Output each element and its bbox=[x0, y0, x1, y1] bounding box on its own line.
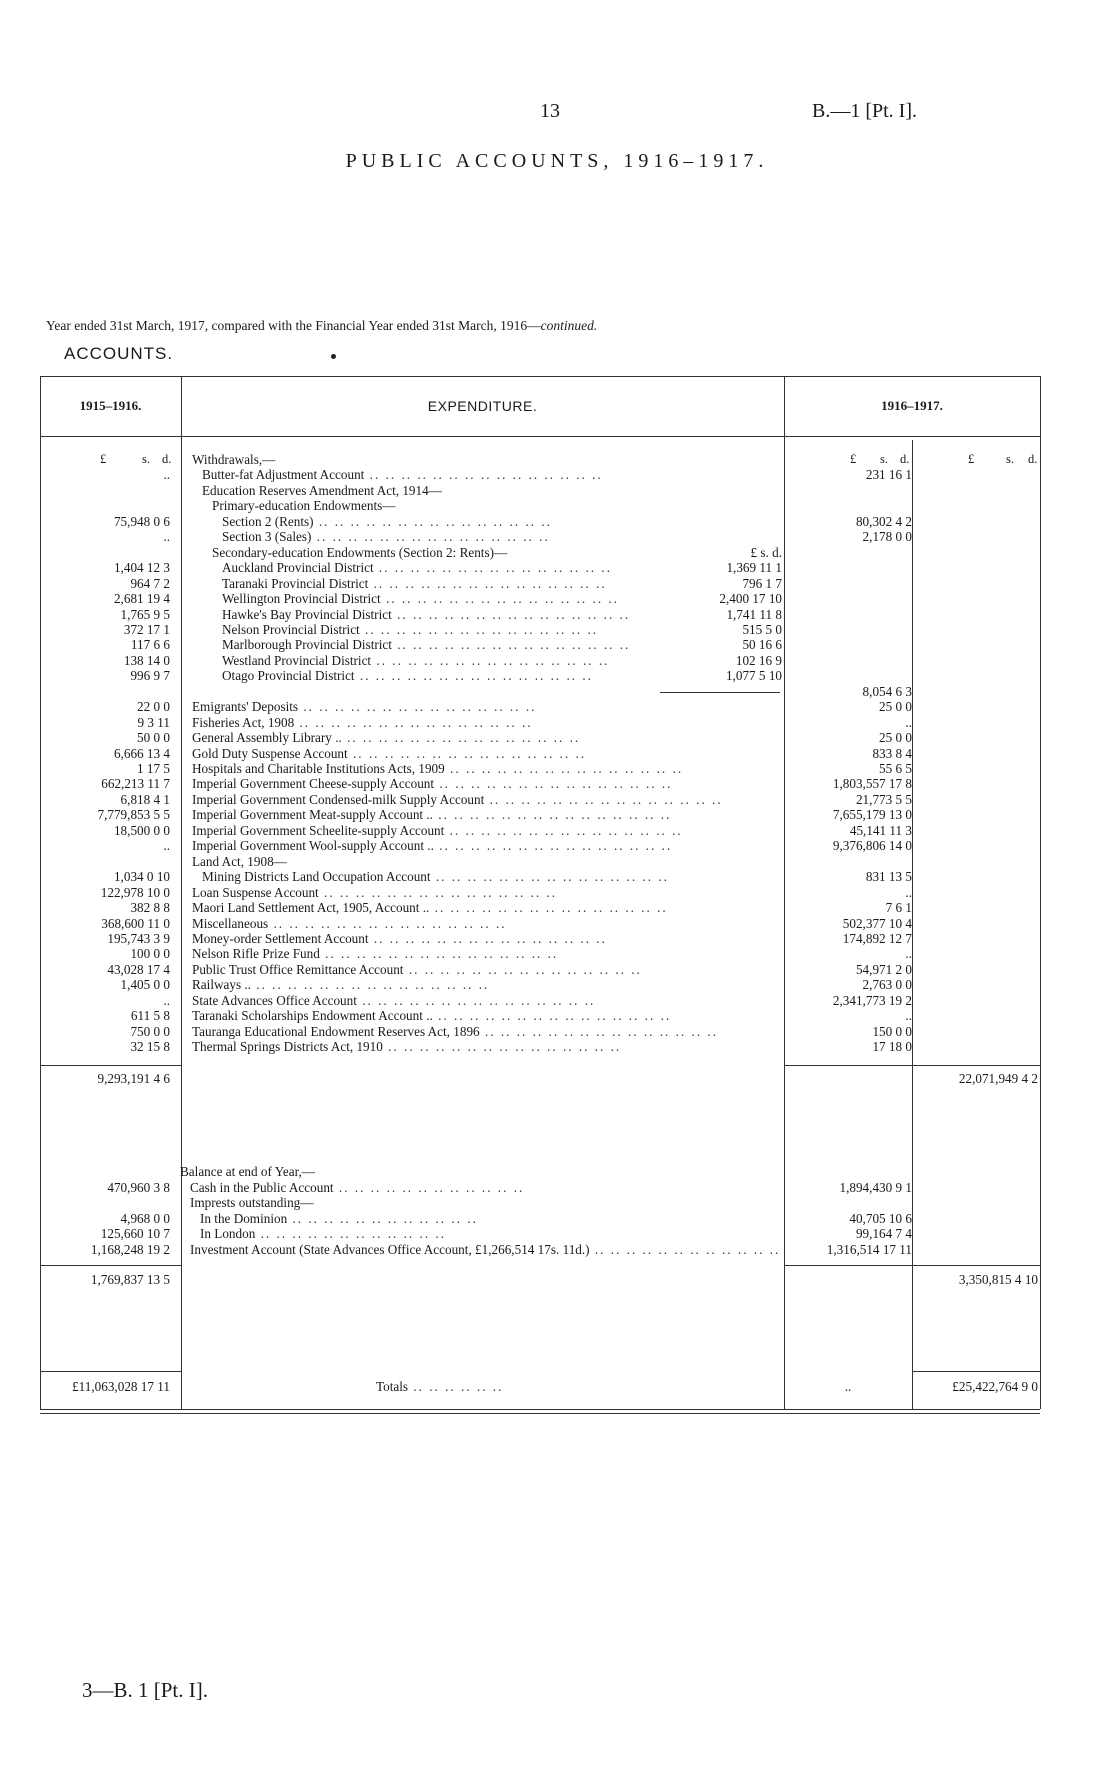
leader-dots: .. .. .. .. .. .. .. .. .. .. .. .. .. .. .. bbox=[444, 761, 684, 776]
leader-dots: .. .. .. .. .. .. .. .. .. .. .. .. .. .. .. bbox=[311, 529, 550, 545]
table-row bbox=[0, 684, 1114, 699]
table-row bbox=[0, 792, 1114, 807]
provincial-amount: 2,400 17 10 bbox=[719, 591, 782, 607]
provincial-amount: 796 1 7 bbox=[742, 575, 782, 591]
row-description-text: Public Trust Office Remittance Account bbox=[192, 961, 404, 977]
prev-year-amount: 122,978 10 0 bbox=[100, 884, 170, 900]
row-description-text: Secondary-education Endowments (Section 2: Rents)— bbox=[212, 544, 508, 560]
subtitle bbox=[46, 318, 597, 334]
table-row bbox=[0, 452, 1114, 467]
current-year-amount: 80,302 4 2 bbox=[855, 513, 912, 529]
prev-year-amount: 611 5 8 bbox=[130, 1008, 170, 1024]
prev-year-amount: 75,948 0 6 bbox=[113, 513, 170, 529]
row-description-text: Railways .. bbox=[192, 977, 251, 993]
leader-dots: .. .. .. .. .. .. .. .. .. .. .. .. .. .. .. bbox=[371, 652, 610, 668]
prev-year-amount: 662,213 11 7 bbox=[101, 776, 170, 792]
row-description bbox=[192, 1008, 672, 1024]
row-description-text: Nelson Rifle Prize Fund bbox=[192, 946, 320, 962]
row-description bbox=[192, 931, 660, 946]
leader-dots: .. .. .. .. .. .. .. .. .. .. .. .. .. .. .. bbox=[294, 714, 533, 730]
table-row bbox=[0, 761, 1114, 776]
unit-pence: d. bbox=[900, 452, 910, 466]
row-description-text: Cash in the Public Account bbox=[190, 1179, 334, 1195]
prev-year-amount: 43,028 17 4 bbox=[107, 961, 170, 977]
leader-dots: .. .. .. .. .. .. .. .. .. .. .. .. .. .. .. bbox=[364, 467, 603, 483]
provincial-amount: 1,741 11 8 bbox=[726, 606, 782, 622]
row-description-text: Miscellaneous bbox=[192, 915, 269, 931]
row-description-text: Loan Suspense Account bbox=[192, 884, 319, 900]
table-row bbox=[0, 746, 1114, 761]
stray-dot bbox=[331, 354, 336, 359]
row-description-text: Section 3 (Sales) bbox=[222, 529, 312, 545]
row-description-text: Imprests outstanding— bbox=[190, 1195, 314, 1210]
leader-dots: .. .. .. .. .. .. .. .. .. .. .. .. bbox=[333, 1179, 525, 1195]
row-description bbox=[192, 761, 684, 776]
row-description bbox=[192, 962, 660, 977]
row-description bbox=[192, 715, 660, 730]
current-year-amount: 7 6 1 bbox=[885, 900, 912, 916]
table-row bbox=[0, 467, 1114, 482]
prev-year-amount: 6,666 13 4 bbox=[113, 745, 170, 761]
leader-dots: .. .. .. .. .. .. .. .. .. .. .. .. bbox=[589, 1241, 781, 1257]
row-description bbox=[222, 514, 660, 529]
row-description bbox=[190, 1180, 780, 1195]
prev-year-amount: .. bbox=[163, 467, 170, 483]
row-description bbox=[202, 869, 669, 885]
table-row bbox=[0, 607, 1114, 622]
table-row bbox=[0, 699, 1114, 714]
current-year-amount: 8,054 6 3 bbox=[862, 683, 912, 699]
prev-year-amount: 996 9 7 bbox=[130, 668, 170, 684]
table-row bbox=[0, 668, 1114, 683]
current-year-amount: 231 16 1 bbox=[865, 467, 912, 483]
section-heading: ACCOUNTS. bbox=[64, 344, 174, 363]
provincial-amount: £ s. d. bbox=[750, 544, 782, 560]
prev-year-amount: 1,765 9 5 bbox=[120, 606, 170, 622]
page-number: 13 bbox=[540, 100, 560, 122]
prev-year-amount: 195,743 3 9 bbox=[107, 930, 170, 946]
table-bottom-rule-double bbox=[40, 1413, 1040, 1414]
row-description bbox=[192, 1039, 660, 1054]
current-year-amount: 54,971 2 0 bbox=[855, 961, 912, 977]
row-description-text: Imperial Government Meat-supply Account .. bbox=[192, 807, 433, 823]
unit-shilling: s. bbox=[880, 452, 888, 466]
prev-year-amount: 470,960 3 8 bbox=[107, 1179, 170, 1195]
table-row bbox=[0, 993, 1114, 1008]
prev-year-amount: 2,681 19 4 bbox=[113, 591, 170, 607]
table-row bbox=[0, 560, 1114, 575]
current-year-amount: .. bbox=[905, 946, 912, 962]
row-description-text: In the Dominion bbox=[200, 1210, 288, 1226]
row-description bbox=[192, 776, 673, 792]
unit-shilling: s. bbox=[1006, 452, 1014, 466]
table-top-rule bbox=[40, 376, 1040, 377]
header-rule bbox=[40, 436, 1040, 437]
unit-pound: £ bbox=[850, 452, 857, 466]
row-description bbox=[192, 1023, 719, 1039]
totals-prev: £11,063,028 17 11 bbox=[72, 1379, 170, 1394]
totals-current-rule bbox=[912, 1371, 1040, 1372]
leader-dots: .. .. .. .. .. .. .. .. .. .. .. .. .. .. .. bbox=[382, 1039, 622, 1055]
prev-year-amount: 125,660 10 7 bbox=[100, 1226, 170, 1241]
current-year-amount: 1,803,557 17 8 bbox=[832, 776, 912, 792]
column-header-1916-1917: 1916–1917. bbox=[881, 398, 943, 413]
row-description-text: Wellington Provincial District bbox=[222, 591, 381, 607]
leader-dots: .. .. .. .. .. .. .. .. .. .. .. .. .. .. .. bbox=[429, 900, 668, 916]
prev-year-amount: .. bbox=[163, 838, 170, 854]
table-row bbox=[0, 483, 1114, 498]
current-year-amount: .. bbox=[905, 884, 912, 900]
unit-shilling: s. bbox=[142, 452, 150, 466]
leader-dots: .. .. .. .. .. .. .. .. .. .. .. .. .. .. .. bbox=[432, 807, 672, 823]
balance-row bbox=[0, 1164, 1114, 1179]
row-description bbox=[222, 529, 660, 544]
leader-dots: .. .. .. .. .. .. .. .. .. .. .. .. .. .. .. bbox=[403, 961, 642, 977]
totals-label bbox=[376, 1379, 776, 1394]
balance-total-current: 3,350,815 4 10 bbox=[958, 1272, 1038, 1287]
leader-dots: .. .. .. .. .. .. .. .. .. .. .. .. .. .. .. bbox=[433, 838, 673, 854]
prev-year-amount: 138 14 0 bbox=[123, 652, 170, 668]
leader-dots: .. .. .. .. .. .. .. .. .. .. .. .. .. .. .. bbox=[391, 637, 631, 653]
prev-year-amount: 9 3 11 bbox=[137, 714, 170, 730]
provincial-amount: 515 5 0 bbox=[742, 621, 782, 637]
leader-dots: .. .. .. .. .. .. .. .. .. .. .. .. .. .. .. bbox=[434, 776, 673, 792]
row-description bbox=[222, 576, 660, 591]
row-description-text: Taranaki Scholarships Endowment Account .. bbox=[192, 1008, 433, 1024]
current-year-amount: 45,141 11 3 bbox=[849, 822, 912, 838]
leader-dots: .. .. .. .. .. .. .. .. .. .. .. .. .. .. .. bbox=[250, 977, 490, 993]
row-description-text: Taranaki Provincial District bbox=[222, 575, 369, 591]
provincial-amount: 1,077 5 10 bbox=[725, 668, 782, 684]
current-year-amount: 833 8 4 bbox=[872, 745, 912, 761]
prev-year-amount: 22 0 0 bbox=[137, 699, 170, 715]
row-description bbox=[192, 900, 668, 916]
totals-mid: .. bbox=[844, 1379, 852, 1394]
balance-total-row bbox=[0, 1272, 1114, 1287]
table-row bbox=[0, 498, 1114, 513]
current-year-amount: 1,316,514 17 11 bbox=[826, 1241, 912, 1257]
row-description bbox=[200, 1211, 780, 1226]
balance-current-rule bbox=[784, 1265, 1040, 1266]
leader-dots: .. .. .. .. .. .. bbox=[408, 1379, 504, 1394]
row-description-text: Investment Account (State Advances Office Account, £1,266,514 17s. 11d.) bbox=[190, 1241, 590, 1257]
table-row bbox=[0, 622, 1114, 637]
leader-dots: .. .. .. .. .. .. .. .. .. .. .. .. .. .. .. bbox=[373, 560, 612, 576]
row-description bbox=[212, 498, 780, 513]
prev-year-amount: 368,600 11 0 bbox=[101, 915, 170, 931]
row-description-text: Tauranga Educational Endowment Reserves Act, 1896 bbox=[192, 1023, 480, 1039]
row-description-text: Primary-education Endowments— bbox=[212, 498, 396, 514]
row-description-text: Westland Provincial District bbox=[222, 652, 372, 668]
balance-row bbox=[0, 1180, 1114, 1195]
prev-year-amount: 4,968 0 0 bbox=[120, 1210, 170, 1226]
balance-prev-rule bbox=[40, 1265, 181, 1266]
withdrawals-current-rule bbox=[784, 1065, 1040, 1066]
row-description-text: Education Reserves Amendment Act, 1914— bbox=[202, 482, 442, 498]
leader-dots: .. .. .. .. .. .. .. .. .. .. .. .. .. .. .. bbox=[432, 1008, 672, 1024]
row-description-text: Balance at end of Year,— bbox=[180, 1164, 315, 1179]
current-year-amount: .. bbox=[905, 1008, 912, 1024]
table-row bbox=[0, 1024, 1114, 1039]
row-description bbox=[192, 854, 780, 869]
row-description bbox=[192, 822, 683, 838]
balance-total-prev: 1,769,837 13 5 bbox=[90, 1272, 170, 1287]
leader-dots: .. .. .. .. .. .. .. .. .. .. .. .. .. .. .. bbox=[354, 668, 593, 684]
prev-year-amount: 964 7 2 bbox=[130, 575, 170, 591]
row-description bbox=[192, 807, 672, 823]
row-description-text: In London bbox=[200, 1226, 256, 1241]
prev-year-amount: 1,034 0 10 bbox=[113, 869, 170, 885]
prev-year-amount: 6,818 4 1 bbox=[120, 791, 170, 807]
subtitle-continued: continued. bbox=[540, 318, 598, 333]
table-row bbox=[0, 1008, 1114, 1023]
row-description-text: Auckland Provincial District bbox=[222, 560, 374, 576]
unit-pence: d. bbox=[1028, 452, 1038, 466]
row-description bbox=[192, 452, 780, 467]
balance-row bbox=[0, 1211, 1114, 1226]
leader-dots: .. .. .. .. .. .. .. .. .. .. .. .. .. .. .. bbox=[368, 930, 607, 946]
leader-dots: .. .. .. .. .. .. .. .. .. .. .. .. .. .. .. bbox=[341, 730, 581, 746]
table-bottom-rule bbox=[40, 1409, 1040, 1410]
row-description-text: Section 2 (Rents) bbox=[222, 513, 314, 529]
row-description bbox=[222, 607, 660, 622]
provincial-amount: 50 16 6 bbox=[742, 637, 782, 653]
column-header-expenditure: EXPENDITURE. bbox=[427, 398, 538, 414]
unit-pence: d. bbox=[162, 452, 172, 466]
withdrawals-total-current: 22,071,949 4 2 bbox=[958, 1071, 1038, 1086]
row-description bbox=[222, 637, 660, 652]
current-year-amount: 2,178 0 0 bbox=[862, 529, 912, 545]
current-year-amount: 150 0 0 bbox=[872, 1023, 912, 1039]
table-row bbox=[0, 977, 1114, 992]
row-description-text: Withdrawals,— bbox=[192, 452, 276, 467]
table-row bbox=[0, 529, 1114, 544]
current-year-amount: 40,705 10 6 bbox=[849, 1210, 912, 1226]
table-row bbox=[0, 545, 1114, 560]
table-row bbox=[0, 900, 1114, 915]
leader-dots: .. .. .. .. .. .. .. .. .. .. .. .. .. .. .. bbox=[484, 791, 723, 807]
table-row bbox=[0, 776, 1114, 791]
totals-row bbox=[0, 1379, 1114, 1394]
row-description bbox=[192, 946, 660, 961]
row-description bbox=[192, 699, 660, 714]
prev-year-amount: 1,404 12 3 bbox=[113, 560, 170, 576]
prev-year-amount: 1 17 5 bbox=[137, 761, 170, 776]
table-row bbox=[0, 807, 1114, 822]
withdrawals-prev-rule bbox=[40, 1065, 181, 1066]
row-description bbox=[222, 560, 660, 575]
table-row bbox=[0, 1039, 1114, 1054]
current-year-amount: 21,773 5 5 bbox=[855, 791, 912, 807]
table-row bbox=[0, 962, 1114, 977]
row-description-text: Emigrants' Deposits bbox=[192, 699, 299, 715]
row-description bbox=[190, 1195, 780, 1210]
table-row bbox=[0, 931, 1114, 946]
table-row bbox=[0, 576, 1114, 591]
prev-year-amount: 100 0 0 bbox=[130, 946, 170, 962]
provincial-amount: 102 16 9 bbox=[735, 652, 782, 668]
subtitle-text: Year ended 31st March, 1917, compared with the Financial Year ended 31st March, 1916— bbox=[46, 318, 541, 333]
row-description bbox=[200, 1226, 780, 1241]
row-description-text: Gold Duty Suspense Account bbox=[192, 745, 348, 761]
row-description bbox=[212, 545, 660, 560]
table-row bbox=[0, 653, 1114, 668]
provincial-amount: 1,369 11 1 bbox=[726, 560, 782, 576]
row-description-text: Imperial Government Scheelite-supply Account bbox=[192, 822, 445, 838]
leader-dots: .. .. .. .. .. .. .. .. .. .. .. .. .. .. .. bbox=[313, 513, 552, 529]
leader-dots: .. .. .. .. .. .. .. .. .. .. .. .. .. .. .. bbox=[391, 606, 631, 622]
prev-year-amount: 382 8 8 bbox=[130, 900, 170, 916]
totals-label-text: Totals bbox=[376, 1379, 409, 1394]
prev-year-amount: 32 15 8 bbox=[130, 1039, 170, 1055]
row-description bbox=[222, 591, 660, 606]
row-description bbox=[192, 730, 660, 745]
row-description-text: Fisheries Act, 1908 bbox=[192, 714, 295, 730]
leader-dots: .. .. .. .. .. .. .. .. .. .. .. .. bbox=[287, 1210, 478, 1226]
withdrawals-total-row bbox=[0, 1071, 1114, 1086]
prev-year-amount: 7,779,853 5 5 bbox=[97, 807, 170, 823]
prev-year-amount: 372 17 1 bbox=[123, 621, 170, 637]
page-footer: 3—B. 1 [Pt. I]. bbox=[82, 1678, 208, 1702]
prev-year-amount: 1,168,248 19 2 bbox=[90, 1241, 170, 1257]
current-year-amount: 17 18 0 bbox=[872, 1039, 912, 1055]
row-description bbox=[222, 622, 660, 637]
row-description-text: Money-order Settlement Account bbox=[192, 930, 369, 946]
row-description-text: Otago Provincial District bbox=[222, 668, 355, 684]
unit-pound: £ bbox=[968, 452, 975, 466]
row-description bbox=[192, 993, 660, 1008]
row-description bbox=[192, 977, 660, 992]
table-row bbox=[0, 591, 1114, 606]
current-year-amount: 25 0 0 bbox=[879, 699, 912, 715]
row-description bbox=[192, 885, 660, 900]
current-year-amount: 7,655,179 13 0 bbox=[832, 807, 912, 823]
table-row bbox=[0, 823, 1114, 838]
table-row bbox=[0, 869, 1114, 884]
table-row bbox=[0, 885, 1114, 900]
row-description bbox=[222, 668, 660, 683]
current-year-amount: 2,341,773 19 2 bbox=[832, 992, 912, 1008]
prev-year-amount: .. bbox=[163, 992, 170, 1008]
table-row bbox=[0, 637, 1114, 652]
row-description bbox=[192, 746, 660, 761]
totals-current: £25,422,764 9 0 bbox=[952, 1379, 1038, 1394]
row-description-text: Imperial Government Cheese-supply Account bbox=[192, 776, 435, 792]
leader-dots: .. .. .. .. .. .. .. .. .. .. .. .. .. .. .. bbox=[356, 992, 596, 1008]
row-description bbox=[202, 467, 660, 482]
table-row bbox=[0, 854, 1114, 869]
leader-dots: .. .. .. .. .. .. .. .. .. .. .. .. .. .. .. bbox=[347, 745, 587, 761]
prev-year-amount: 50 0 0 bbox=[137, 730, 170, 746]
leader-dots: .. .. .. .. .. .. .. .. .. .. .. .. .. .. .. bbox=[479, 1023, 719, 1039]
prev-year-amount: 117 6 6 bbox=[130, 637, 170, 653]
balance-row bbox=[0, 1195, 1114, 1210]
table-row bbox=[0, 946, 1114, 961]
prev-year-amount: .. bbox=[163, 529, 170, 545]
prev-year-amount: 18,500 0 0 bbox=[113, 822, 170, 838]
row-description bbox=[192, 838, 673, 854]
current-year-amount: .. bbox=[905, 714, 912, 730]
row-description-text: Thermal Springs Districts Act, 1910 bbox=[192, 1039, 383, 1055]
row-description-text: Hawke's Bay Provincial District bbox=[222, 606, 392, 622]
current-year-amount: 55 6 5 bbox=[879, 761, 912, 776]
row-description bbox=[192, 791, 723, 807]
leader-dots: .. .. .. .. .. .. .. .. .. .. .. .. .. .. .. bbox=[359, 621, 599, 637]
table-row bbox=[0, 514, 1114, 529]
balance-row bbox=[0, 1242, 1114, 1257]
totals-prev-rule bbox=[40, 1371, 181, 1372]
current-year-amount: 99,164 7 4 bbox=[855, 1226, 912, 1241]
current-year-amount: 2,763 0 0 bbox=[862, 977, 912, 993]
leader-dots: .. .. .. .. .. .. .. .. .. .. .. .. .. .. .. bbox=[298, 699, 537, 715]
report-reference: B.—1 [Pt. I]. bbox=[812, 100, 917, 122]
prev-year-amount: 1,405 0 0 bbox=[120, 977, 170, 993]
row-description-text: Imperial Government Condensed-milk Supply Account bbox=[192, 791, 485, 807]
current-year-amount: 1,894,430 9 1 bbox=[839, 1179, 912, 1195]
row-description bbox=[222, 653, 660, 668]
page-title: PUBLIC ACCOUNTS, 1916–1917. bbox=[345, 150, 769, 172]
row-description-text: Imperial Government Wool-supply Account .. bbox=[192, 838, 434, 854]
leader-dots: .. .. .. .. .. .. .. .. .. .. .. .. .. .. .. bbox=[444, 822, 683, 838]
row-description-text: Mining Districts Land Occupation Account bbox=[202, 869, 431, 885]
table-row bbox=[0, 838, 1114, 853]
row-description-text: Maori Land Settlement Act, 1905, Account .. bbox=[192, 900, 430, 916]
leader-dots: .. .. .. .. .. .. .. .. .. .. .. .. .. .. .. bbox=[368, 575, 607, 591]
table-row bbox=[0, 916, 1114, 931]
leader-dots: .. .. .. .. .. .. .. .. .. .. .. .. .. .. .. bbox=[268, 915, 507, 931]
row-description bbox=[192, 916, 660, 931]
current-year-amount: 9,376,806 14 0 bbox=[832, 838, 912, 854]
row-description-text: Land Act, 1908— bbox=[192, 853, 287, 869]
current-year-amount: 174,892 12 7 bbox=[842, 930, 912, 946]
leader-dots: .. .. .. .. .. .. .. .. .. .. .. .. .. .. .. bbox=[318, 884, 558, 900]
row-description bbox=[180, 1164, 780, 1179]
leader-dots: .. .. .. .. .. .. .. .. .. .. .. .. .. .. .. bbox=[430, 869, 669, 885]
row-description-text: Butter-fat Adjustment Account bbox=[202, 467, 365, 483]
row-description-text: Nelson Provincial District bbox=[222, 621, 360, 637]
current-year-amount: 25 0 0 bbox=[879, 730, 912, 746]
table-row bbox=[0, 715, 1114, 730]
row-description-text: Marlborough Provincial District bbox=[222, 637, 392, 653]
prev-year-amount: 750 0 0 bbox=[130, 1023, 170, 1039]
withdrawals-total-prev: 9,293,191 4 6 bbox=[97, 1071, 170, 1086]
leader-dots: .. .. .. .. .. .. .. .. .. .. .. .. .. .. .. bbox=[319, 946, 559, 962]
row-description bbox=[202, 483, 780, 498]
unit-pound: £ bbox=[100, 452, 107, 466]
row-description-text: State Advances Office Account bbox=[192, 992, 357, 1008]
current-year-amount: 502,377 10 4 bbox=[842, 915, 912, 931]
leader-dots: .. .. .. .. .. .. .. .. .. .. .. .. .. .. .. bbox=[380, 591, 619, 607]
current-year-amount: 831 13 5 bbox=[865, 869, 912, 885]
balance-row bbox=[0, 1226, 1114, 1241]
row-description bbox=[190, 1242, 780, 1257]
leader-dots: .. .. .. .. .. .. .. .. .. .. .. .. bbox=[255, 1226, 446, 1241]
column-header-1915-1916: 1915–1916. bbox=[79, 398, 142, 413]
row-description-text: Hospitals and Charitable Institutions Acts, 1909 bbox=[192, 761, 445, 776]
row-description-text: General Assembly Library .. bbox=[192, 730, 342, 746]
table-row bbox=[0, 730, 1114, 745]
